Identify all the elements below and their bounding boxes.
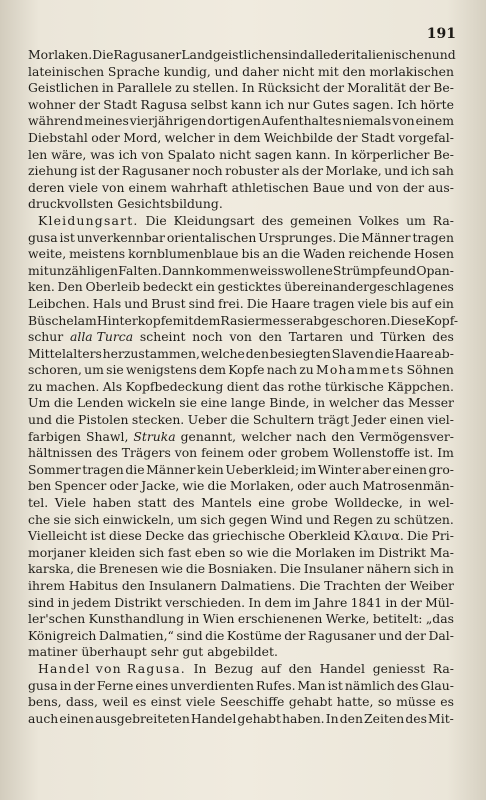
- text-line: Vielleicht ist diese Decke das griechische Oberkleid Κλαινα. Die Pri-: [28, 528, 454, 544]
- text-line: ben Spencer oder Jacke, wie die Morlaken, oder auch Matrosenmän-: [28, 478, 454, 494]
- text-line: Morlaken. Die Ragusaner Landgeistlichen sind alle der italienischen und: [28, 47, 456, 62]
- text-line: Diebstahl oder Mord, welcher in dem Weichbilde der Stadt vorgefal-: [28, 129, 454, 145]
- text-line: ihrem Habitus den Insulanern Dalmatiens. Die Trachten der Weiber: [28, 578, 454, 593]
- text-line: ler'schen Kunsthandlung in Wien erschienenen Werke, betitelt: „das: [28, 611, 454, 627]
- text-line: Büschel am Hinterkopfe mit dem Rasiermesser abgeschoren. Diese Kopf-: [28, 312, 459, 328]
- text-line: während meines vierjährigen dortigen Aufenthaltes niemals von einem: [28, 113, 454, 129]
- text-line: morjaner kleiden sich fast eben so wie die Morlaken im Distrikt Ma-: [28, 544, 454, 560]
- text-line: Kleidungsart. Die Kleidungsart des gemeinen Volkes um Ra-: [38, 212, 454, 228]
- text-line: deren viele von einem wahrhaft athletischen Baue und von der aus-: [28, 179, 454, 195]
- text-line: schoren, um sie wenigstens dem Kopfe nach zu Mohammets Söhnen: [28, 362, 454, 378]
- text-line: ziehung ist der Ragusaner noch robuster als der Morlake, und ich sah: [28, 163, 454, 179]
- text-line: hältnissen des Trägers von feinem oder grobem Wollenstoffe ist. Im: [28, 445, 454, 461]
- text-line: auch einen ausgebreiteten Handel gehabt haben. In den Zeiten des Mit-: [28, 710, 454, 726]
- text-line: Mittelalters herzustammen, welche den besiegten Slaven die Haare ab-: [28, 345, 454, 361]
- text-line: Handel von Ragusa. In Bezug auf den Handel geniesst Ra-: [38, 660, 454, 676]
- text-line: weite, meistens kornblumenblaue bis an die Waden reichende Hosen: [28, 246, 454, 262]
- text-line: Um die Lenden wickeln sie eine lange Binde, in welcher das Messer: [28, 395, 454, 411]
- text-line: tel. Viele haben statt des Mantels eine grobe Wolldecke, in wel-: [28, 495, 454, 511]
- text-line: gusa ist unverkennbar orientalischen Ursprunges. Die Männer tragen: [28, 229, 454, 245]
- text-line: che sie sich einwickeln, um sich gegen Wind und Regen zu schützen.: [28, 511, 454, 527]
- text-line: Leibchen. Hals und Brust sind frei. Die Haare tragen viele bis auf ein: [28, 295, 454, 311]
- text-line: lateinischen Sprache kundig, und daher nicht mit den morlakischen: [28, 63, 454, 79]
- text-line: mit unzähligen Falten. Dann kommen weisswollene Strümpfe und Opan-: [28, 262, 454, 278]
- text-line: len wäre, was ich von Spalato nicht sagen kann. In körperlicher Be-: [28, 146, 454, 162]
- text-line: wohner der Stadt Ragusa selbst kann ich nur Gutes sagen. Ich hörte: [28, 96, 454, 112]
- text-line: zu machen. Als Kopfbedeckung dient das rothe türkische Käppchen.: [28, 378, 454, 394]
- text-line: gusa in der Ferne eines unverdienten Rufes. Man ist nämlich des Glau-: [28, 677, 454, 693]
- text-line: sind in jedem Distrikt verschieden. In dem im Jahre 1841 in der Mül-: [28, 594, 454, 610]
- text-line: ken. Den Oberleib bedeckt ein gesticktes übereinandergeschlagenes: [28, 279, 454, 295]
- text-line: schur alla Turca scheint noch von den Tartaren und Türken des: [28, 329, 454, 345]
- text-line: matiner überhaupt sehr gut abgebildet.: [28, 644, 278, 660]
- text-line: und die Pistolen stecken. Ueber die Schultern trägt Jeder einen viel-: [28, 412, 454, 428]
- text-line: druckvollsten Gesichtsbildung.: [28, 196, 223, 212]
- text-line: Königreich Dalmatien,“ sind die Kostüme der Ragusaner und der Dal-: [28, 627, 454, 643]
- body-text: [28, 47, 459, 727]
- text-line: Geistlichen in Parallele zu stellen. In Rücksicht der Moralität der Be-: [28, 80, 454, 96]
- text-line: karska, die Brenesen wie die Bosniaken. Die Insulaner nähern sich in: [28, 561, 454, 577]
- page-number: 191: [426, 26, 456, 42]
- text-line: Sommer tragen die Männer kein Ueberkleid; im Winter aber einen gro-: [28, 461, 454, 477]
- text-line: bens, dass, weil es einst viele Seeschiffe gehabt hatte, so müsse es: [28, 694, 454, 710]
- text-line: farbigen Shawl, Struka genannt, welcher nach den Vermögensver-: [28, 428, 454, 444]
